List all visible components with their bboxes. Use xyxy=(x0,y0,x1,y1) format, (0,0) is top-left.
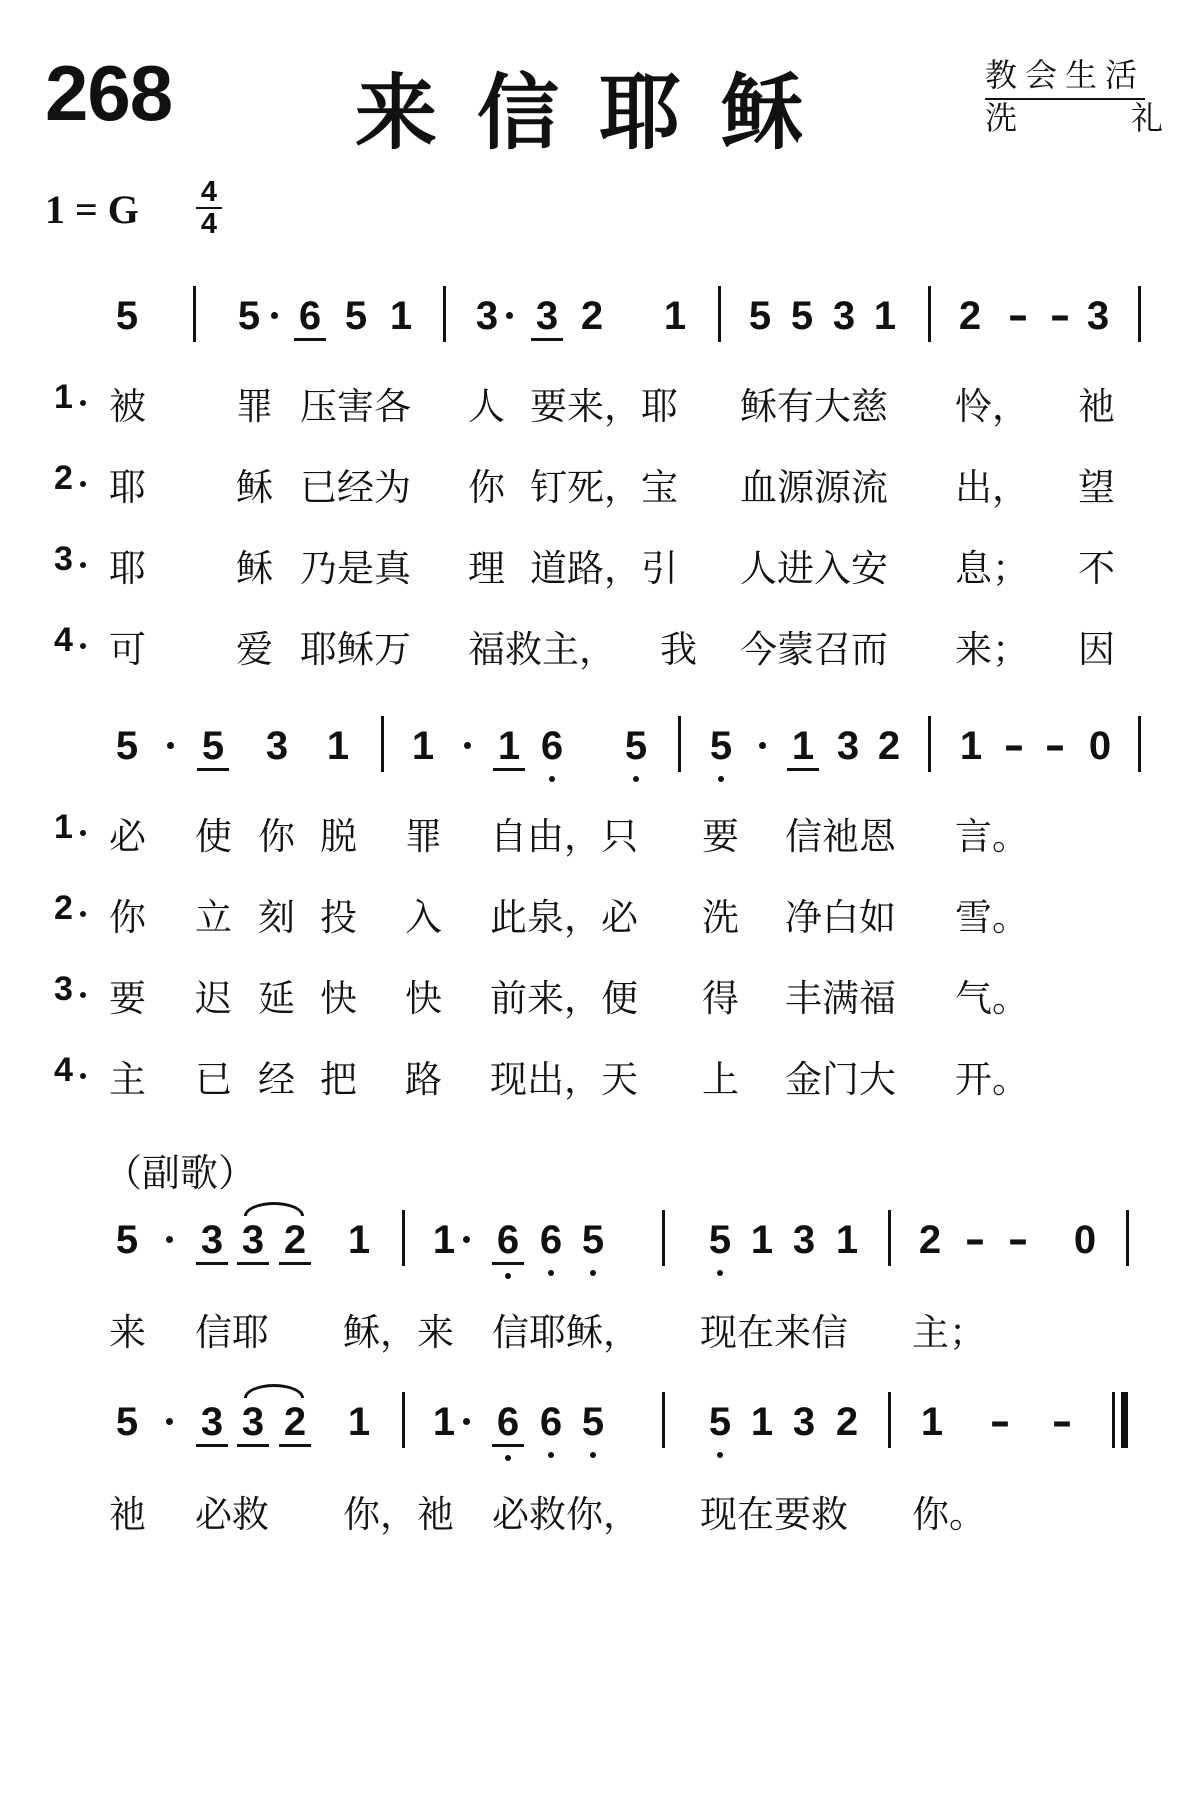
lyric-text: 前来，便 xyxy=(490,977,638,1020)
time-signature xyxy=(196,178,222,238)
note: 1 xyxy=(663,294,687,338)
lyric-text: 丰满福 xyxy=(785,977,896,1020)
category-sub-char: 洗 xyxy=(985,99,1018,137)
bar-line xyxy=(928,286,931,342)
lyric-text: 必 xyxy=(109,815,146,858)
bar-line xyxy=(193,286,196,342)
note: 2 xyxy=(835,1400,859,1444)
lyric-text: 怜， xyxy=(955,385,1029,428)
verse-number: 1 xyxy=(54,808,73,846)
verse-1-line-b xyxy=(0,806,1200,856)
verse-number-dot xyxy=(80,911,86,917)
lyric-text: 快 xyxy=(320,977,357,1020)
verse-2-line-a xyxy=(0,457,1200,507)
note: 1 xyxy=(959,724,983,768)
note: 5 xyxy=(237,294,261,338)
lyric-text: 入 xyxy=(405,896,442,939)
lyric-text: 息； xyxy=(955,547,1029,590)
verse-number: 2 xyxy=(54,459,73,497)
note: 6 xyxy=(492,1400,524,1447)
note: 5 xyxy=(704,1218,736,1262)
lyric-text: 祂 xyxy=(109,1493,146,1536)
verse-number: 4 xyxy=(54,621,73,659)
lyric-text: 刻 xyxy=(258,896,295,939)
lyric-text: 必救 xyxy=(195,1493,269,1536)
note-dash: – xyxy=(1052,1399,1072,1445)
note: 5 xyxy=(748,294,772,338)
lyric-text: 信祂恩 xyxy=(785,815,896,858)
note: 5 xyxy=(704,1400,736,1444)
lyric-text: 现出，天 xyxy=(490,1058,638,1101)
note: 3 xyxy=(1086,294,1110,338)
note: 1 xyxy=(432,1218,456,1262)
lyric-text: 主； xyxy=(912,1311,986,1354)
lyric-text: 来； xyxy=(955,628,1029,671)
slur xyxy=(244,1202,304,1216)
hymn-number: 268 xyxy=(45,49,173,137)
lyric-text: 投 xyxy=(320,896,357,939)
lyric-text: 压害各 xyxy=(300,385,411,428)
lyric-text: 稣有大慈 xyxy=(740,385,888,428)
note: 1 xyxy=(389,294,413,338)
note: 1 xyxy=(787,724,819,771)
lyric-text: 使 xyxy=(195,815,232,858)
lyric-text: 你，祂 xyxy=(343,1493,454,1536)
bar-line xyxy=(678,716,681,772)
chorus-lyric-line-1 xyxy=(0,1302,1200,1352)
final-bar-thick xyxy=(1121,1392,1128,1448)
lyric-text: 耶稣万 xyxy=(300,628,411,671)
lyric-text: 耶 xyxy=(109,547,146,590)
lyric-text: 福 xyxy=(468,628,505,671)
augmentation-dot xyxy=(506,312,513,319)
verse-1-line-a xyxy=(0,376,1200,426)
verse-number: 3 xyxy=(54,970,73,1008)
note: 0 xyxy=(1088,724,1112,768)
lyric-text: 立 xyxy=(195,896,232,939)
music-line-4 xyxy=(0,1392,1200,1456)
note: 3 xyxy=(196,1400,228,1447)
bar-line xyxy=(928,716,931,772)
note: 5 xyxy=(115,294,139,338)
note-dash: – xyxy=(1008,1217,1028,1263)
verse-number-dot xyxy=(80,400,86,406)
lyric-text: 脱 xyxy=(320,815,357,858)
lyric-text: 你 xyxy=(468,466,505,509)
lyric-text: 言。 xyxy=(955,815,1029,858)
lyric-text: 今蒙召而 xyxy=(740,628,888,671)
music-line-2 xyxy=(0,716,1200,780)
lyric-text: 迟 xyxy=(195,977,232,1020)
note: 2 xyxy=(877,724,901,768)
octave-dot xyxy=(505,1455,511,1461)
category-main: 教会生活 xyxy=(985,50,1145,100)
octave-dot xyxy=(590,1452,596,1458)
note: 5 xyxy=(115,724,139,768)
verse-number-dot xyxy=(80,992,86,998)
lyric-text: 金门大 xyxy=(785,1058,896,1101)
lyric-text: 气。 xyxy=(955,977,1029,1020)
lyric-text: 上 xyxy=(702,1058,739,1101)
note: 6 xyxy=(536,724,568,768)
bar-line xyxy=(402,1210,405,1266)
note: 6 xyxy=(535,1218,567,1262)
bar-line xyxy=(888,1392,891,1448)
note: 5 xyxy=(344,294,368,338)
augmentation-dot xyxy=(463,1418,470,1425)
lyric-text: 血源源流 xyxy=(740,466,888,509)
note-dash: – xyxy=(965,1217,985,1263)
verse-4-line-b xyxy=(0,1049,1200,1099)
note: 5 xyxy=(705,724,737,768)
lyric-text: 出， xyxy=(955,466,1029,509)
octave-dot xyxy=(717,1270,723,1276)
lyric-text: 必救你， xyxy=(492,1493,640,1536)
lyric-text: 来 xyxy=(109,1311,146,1354)
note: 5 xyxy=(620,724,652,768)
lyric-text: 稣 xyxy=(236,547,273,590)
lyric-text: 信耶稣， xyxy=(492,1311,640,1354)
lyric-text: 经 xyxy=(258,1058,295,1101)
lyric-text: 耶 xyxy=(109,466,146,509)
bar-line xyxy=(1126,1210,1129,1266)
note: 1 xyxy=(920,1400,944,1444)
bar-line xyxy=(718,286,721,342)
lyric-text: 已 xyxy=(195,1058,232,1101)
lyric-text: 信耶 xyxy=(195,1311,269,1354)
lyric-text: 我 xyxy=(660,628,697,671)
music-line-3 xyxy=(0,1210,1200,1274)
hymn-title: 来信耶稣 xyxy=(355,66,844,161)
lyric-text: 快 xyxy=(405,977,442,1020)
lyric-text: 理 xyxy=(468,547,505,590)
note-dash: – xyxy=(1045,723,1065,769)
bar-line xyxy=(662,1392,665,1448)
category-sub-char: 礼 xyxy=(1130,99,1163,137)
lyric-text: 路 xyxy=(405,1058,442,1101)
lyric-text: 因 xyxy=(1078,628,1115,671)
note: 1 xyxy=(347,1400,371,1444)
note: 6 xyxy=(294,294,326,341)
note: 1 xyxy=(750,1400,774,1444)
lyric-text: 已经为 xyxy=(300,466,411,509)
octave-dot xyxy=(548,1270,554,1276)
bar-line xyxy=(1138,286,1141,342)
note-dash: – xyxy=(1008,293,1028,339)
augmentation-dot xyxy=(166,1418,173,1425)
note: 1 xyxy=(347,1218,371,1262)
lyric-text: 现在来信 xyxy=(700,1311,848,1354)
lyric-text: 要来，耶 xyxy=(530,385,678,428)
augmentation-dot xyxy=(464,742,471,749)
note: 6 xyxy=(492,1218,524,1265)
lyric-text: 你。 xyxy=(912,1493,986,1536)
note: 1 xyxy=(750,1218,774,1262)
lyric-text: 被 xyxy=(109,385,146,428)
verse-number: 3 xyxy=(54,540,73,578)
verse-number-dot xyxy=(80,481,86,487)
key-signature: 1 = G xyxy=(45,187,139,232)
lyric-text: 望 xyxy=(1078,466,1115,509)
note-dash: – xyxy=(1004,723,1024,769)
note: 2 xyxy=(918,1218,942,1262)
category-sub xyxy=(985,93,1163,139)
note: 5 xyxy=(197,724,229,771)
lyric-text: 罪 xyxy=(236,385,273,428)
lyric-text: 要 xyxy=(702,815,739,858)
verse-number-dot xyxy=(80,643,86,649)
bar-line xyxy=(443,286,446,342)
lyric-text: 净白如 xyxy=(785,896,896,939)
octave-dot xyxy=(718,776,724,782)
chorus-label: （副歌） xyxy=(104,1151,257,1195)
note: 2 xyxy=(958,294,982,338)
lyric-text: 钉死，宝 xyxy=(530,466,678,509)
note: 3 xyxy=(832,294,856,338)
lyric-text: 稣 xyxy=(236,466,273,509)
note: 5 xyxy=(790,294,814,338)
augmentation-dot xyxy=(167,742,174,749)
note-dash: – xyxy=(990,1399,1010,1445)
note: 1 xyxy=(411,724,435,768)
lyric-text: 可 xyxy=(109,628,146,671)
lyric-text: 现在要救 xyxy=(700,1493,848,1536)
verse-4-line-a xyxy=(0,619,1200,669)
note-dash: – xyxy=(1050,293,1070,339)
note: 1 xyxy=(493,724,525,771)
note: 6 xyxy=(535,1400,567,1444)
octave-dot xyxy=(505,1273,511,1279)
lyric-text: 把 xyxy=(320,1058,357,1101)
chorus-lyric-line-2 xyxy=(0,1484,1200,1534)
lyric-text: 洗 xyxy=(702,896,739,939)
lyric-text: 救主， xyxy=(505,628,616,671)
lyric-text: 雪。 xyxy=(955,896,1029,939)
augmentation-dot xyxy=(463,1236,470,1243)
augmentation-dot xyxy=(759,742,766,749)
note: 2 xyxy=(580,294,604,338)
augmentation-dot xyxy=(271,312,278,319)
lyric-text: 罪 xyxy=(405,815,442,858)
note: 3 xyxy=(531,294,563,341)
note: 5 xyxy=(577,1400,609,1444)
note: 5 xyxy=(115,1218,139,1262)
verse-3-line-a xyxy=(0,538,1200,588)
note: 3 xyxy=(792,1400,816,1444)
verse-number: 2 xyxy=(54,889,73,927)
note: 5 xyxy=(577,1218,609,1262)
note: 3 xyxy=(237,1218,269,1265)
time-signature-bottom: 4 xyxy=(200,208,218,240)
verse-number-dot xyxy=(80,830,86,836)
note: 3 xyxy=(196,1218,228,1265)
octave-dot xyxy=(633,776,639,782)
verse-number: 4 xyxy=(54,1051,73,1089)
note: 3 xyxy=(237,1400,269,1447)
octave-dot xyxy=(717,1452,723,1458)
verse-number-dot xyxy=(80,562,86,568)
augmentation-dot xyxy=(166,1236,173,1243)
note: 2 xyxy=(279,1400,311,1447)
lyric-text: 自由，只 xyxy=(490,815,638,858)
note: 2 xyxy=(279,1218,311,1265)
lyric-text: 得 xyxy=(702,977,739,1020)
verse-number: 1 xyxy=(54,378,73,416)
lyric-text: 你 xyxy=(109,896,146,939)
note: 3 xyxy=(265,724,289,768)
slur xyxy=(244,1384,304,1398)
octave-dot xyxy=(548,1452,554,1458)
note: 5 xyxy=(115,1400,139,1444)
note: 1 xyxy=(326,724,350,768)
lyric-text: 主 xyxy=(109,1058,146,1101)
lyric-text: 不 xyxy=(1078,547,1115,590)
lyric-text: 人 xyxy=(468,385,505,428)
note: 1 xyxy=(873,294,897,338)
lyric-text: 乃是真 xyxy=(300,547,411,590)
lyric-text: 人进入安 xyxy=(740,547,888,590)
verse-number-dot xyxy=(80,1073,86,1079)
lyric-text: 要 xyxy=(109,977,146,1020)
bar-line xyxy=(402,1392,405,1448)
note: 3 xyxy=(792,1218,816,1262)
lyric-text: 稣，来 xyxy=(343,1311,454,1354)
note: 3 xyxy=(836,724,860,768)
bar-line xyxy=(381,716,384,772)
final-bar-thin xyxy=(1112,1392,1115,1448)
verse-3-line-b xyxy=(0,968,1200,1018)
octave-dot xyxy=(590,1270,596,1276)
time-signature-top: 4 xyxy=(200,176,218,208)
lyric-text: 你 xyxy=(258,815,295,858)
note: 0 xyxy=(1073,1218,1097,1262)
bar-line xyxy=(662,1210,665,1266)
verse-2-line-b xyxy=(0,887,1200,937)
lyric-text: 此泉，必 xyxy=(490,896,638,939)
bar-line xyxy=(1138,716,1141,772)
bar-line xyxy=(888,1210,891,1266)
note: 3 xyxy=(475,294,499,338)
lyric-text: 开。 xyxy=(955,1058,1029,1101)
note: 1 xyxy=(835,1218,859,1262)
music-line-1 xyxy=(0,286,1200,350)
lyric-text: 祂 xyxy=(1078,385,1115,428)
lyric-text: 延 xyxy=(258,977,295,1020)
lyric-text: 道路，引 xyxy=(530,547,678,590)
lyric-text: 爱 xyxy=(236,628,273,671)
note: 1 xyxy=(432,1400,456,1444)
octave-dot xyxy=(549,776,555,782)
